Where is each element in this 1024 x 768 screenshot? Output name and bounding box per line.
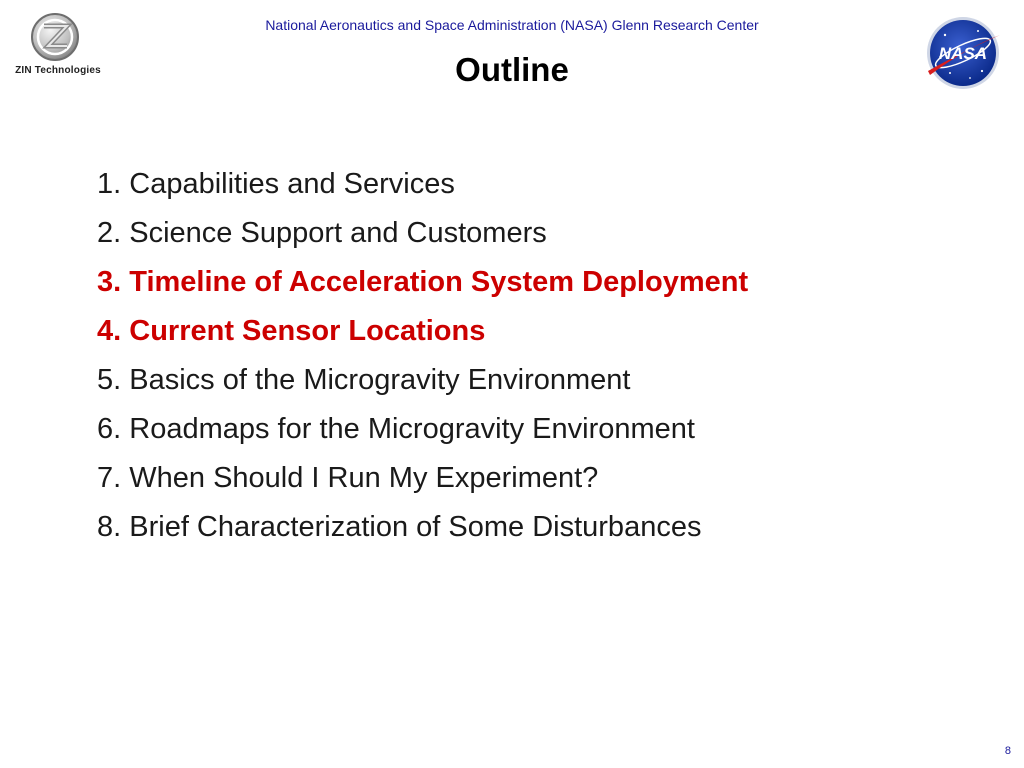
- list-item: [97, 356, 748, 405]
- nasa-icon: [920, 13, 1006, 93]
- list-item: [97, 258, 748, 307]
- item-number: 7.: [97, 462, 122, 494]
- item-label: Capabilities and Services: [129, 168, 455, 200]
- item-label: Roadmaps for the Microgravity Environment: [129, 413, 695, 445]
- item-label: Science Support and Customers: [129, 217, 547, 249]
- list-item: [97, 454, 748, 503]
- organization-header: National Aeronautics and Space Administration (NASA) Glenn Research Center: [265, 17, 759, 33]
- item-label: Timeline of Acceleration System Deployment: [129, 266, 749, 298]
- item-label: When Should I Run My Experiment?: [129, 462, 599, 494]
- list-item: [97, 405, 748, 454]
- item-number: 6.: [97, 413, 122, 445]
- list-item: [97, 307, 748, 356]
- item-number: 2.: [97, 217, 122, 249]
- item-label: Current Sensor Locations: [129, 315, 486, 347]
- list-item: [97, 503, 748, 552]
- item-label: Basics of the Microgravity Environment: [129, 364, 631, 396]
- list-item: [97, 209, 748, 258]
- nasa-meatball-logo: [920, 13, 1006, 93]
- item-number: 8.: [97, 511, 122, 543]
- page-title: Outline: [455, 51, 569, 88]
- item-number: 5.: [97, 364, 122, 396]
- nasa-logo-text: NASA: [938, 44, 988, 63]
- list-item: [97, 160, 748, 209]
- item-number: 1.: [97, 168, 122, 200]
- zin-logo-text: ZIN Technologies: [15, 65, 101, 76]
- item-label: Brief Characterization of Some Disturbances: [129, 511, 702, 543]
- outline-list: [97, 160, 748, 552]
- page-number: 8: [1004, 745, 1011, 757]
- item-number: 4.: [97, 315, 122, 347]
- item-number: 3.: [97, 266, 122, 298]
